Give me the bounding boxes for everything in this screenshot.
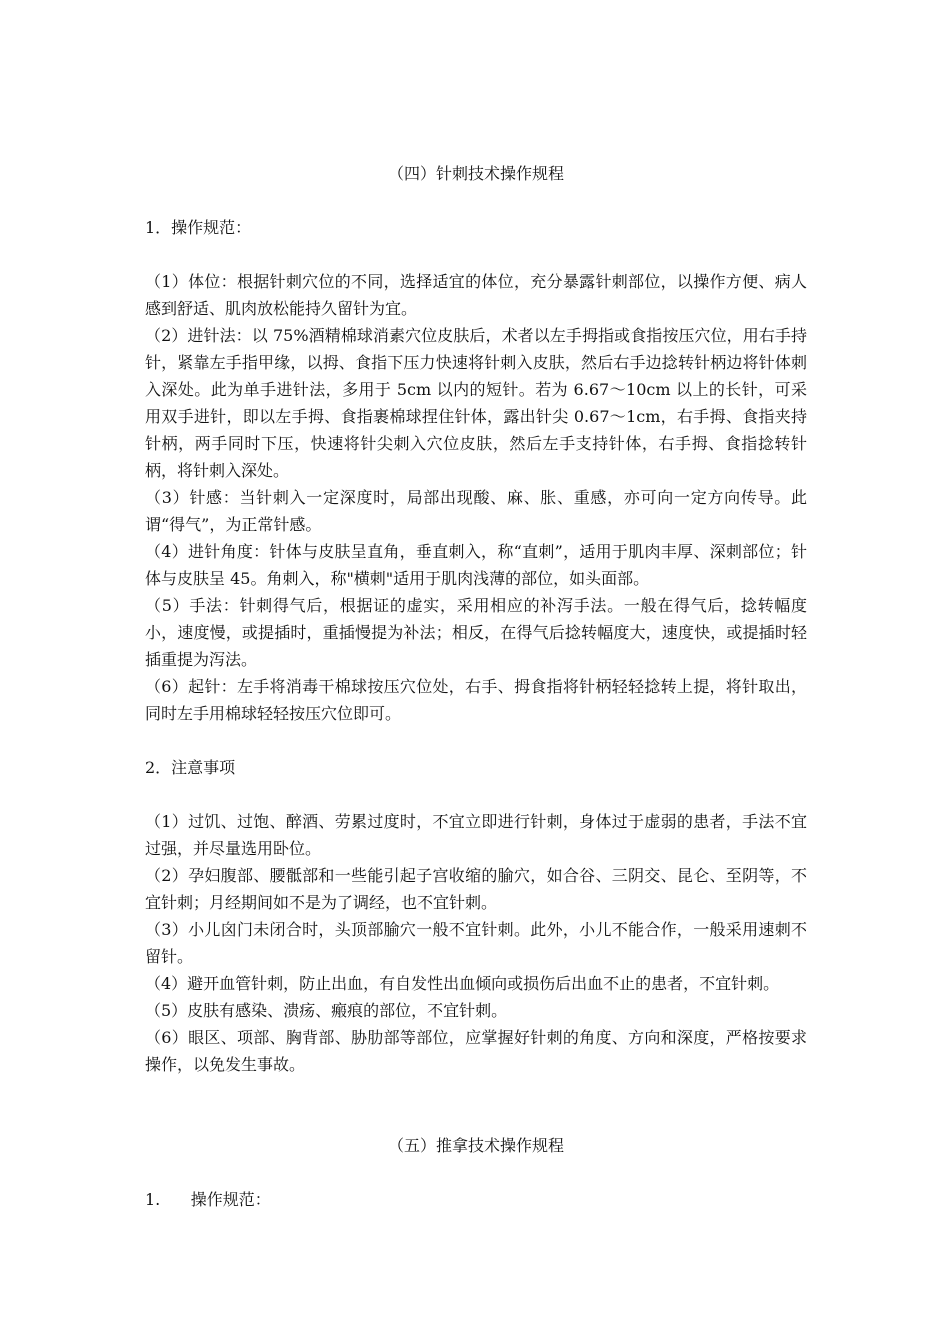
section-5-title: （五）推拿技术操作规程 (387, 1136, 564, 1155)
precaution-item-4: （4）避开血管针刺，防止出血，有自发性出血倾向或损伤后出血不止的患者，不宜针刺。 (145, 974, 780, 993)
section-4-subheading-operation: 1．操作规范： (145, 218, 252, 237)
precaution-item-5: （5）皮肤有感染、溃疡、瘢痕的部位，不宜针刺。 (145, 1001, 508, 1020)
document-body (145, 160, 807, 1240)
operation-item-5-technique: （5）手法：针刺得气后，根据证的虚实，采用相应的补泻手法。一般在得气后，捻转幅度小，速度慢，或提插时，重插慢提为补法；相反，在得气后捻转幅度大，速度快，或提插时轻插重提为泻法。 (145, 596, 807, 669)
operation-item-1-position: （1）体位：根据针刺穴位的不同，选择适宜的体位，充分暴露针刺部位，以操作方便、病人感到舒适、肌肉放松能持久留针为宜。 (145, 272, 807, 318)
section-4-subheading-precautions: 2．注意事项 (145, 758, 236, 777)
precaution-item-6: （6）眼区、项部、胸背部、胁肋部等部位，应掌握好针刺的角度、方向和深度，严格按要求操作，以免发生事故。 (145, 1028, 807, 1074)
operation-item-6-needle-removal: （6）起针：左手将消毒干棉球按压穴位处，右手、拇食指将针柄轻轻捻转上提，将针取出，同时左手用棉球轻轻按压穴位即可。 (145, 677, 807, 723)
precaution-item-3: （3）小儿囟门未闭合时，头顶部腧穴一般不宜针刺。此外，小儿不能合作，一般采用速刺不留针。 (145, 920, 807, 966)
operation-item-4-insertion-angle: （4）进针角度：针体与皮肤呈直角，垂直刺入，称“直刺”，适用于肌肉丰厚、深刺部位；针体与皮肤呈 45。角刺入，称"横刺"适用于肌肉浅薄的部位，如头面部。 (145, 542, 807, 588)
operation-item-2-needle-insertion: （2）进针法：以 75%酒精棉球消素穴位皮肤后，术者以左手拇指或食指按压穴位，用右手持针，紧靠左手指甲缘，以拇、食指下压力快速将针刺入皮肤，然后右手边捻转针柄边将针体刺入深处。此为单手进针法，多用于 5cm 以内的短针。若为 6.67～10cm 以上的长针，可采用双手进针，即以左手拇、食指裹棉球捏住针体，露出针尖 0.67～1cm，右手拇、食指夹持针柄，两手同时下压，快速将针尖刺入穴位皮肤，然后左手支持针体，右手拇、食指捻转针柄，将针刺入深处。 (145, 326, 807, 480)
precaution-item-1: （1）过饥、过饱、醉酒、劳累过度时，不宜立即进行针刺，身体过于虚弱的患者，手法不宜过强，并尽量选用卧位。 (145, 812, 807, 858)
operation-item-3-needle-sensation: （3）针感：当针刺入一定深度时，局部出现酸、麻、胀、重感，亦可向一定方向传导。此谓“得气”，为正常针感。 (145, 488, 807, 534)
section-5-subheading-operation: 1. 操作规范： (145, 1190, 271, 1209)
precaution-item-2: （2）孕妇腹部、腰骶部和一些能引起子宫收缩的腧穴，如合谷、三阴交、昆仑、至阴等，不宜针刺；月经期间如不是为了调经，也不宜针刺。 (145, 866, 807, 912)
section-4-title: （四）针刺技术操作规程 (387, 164, 564, 183)
